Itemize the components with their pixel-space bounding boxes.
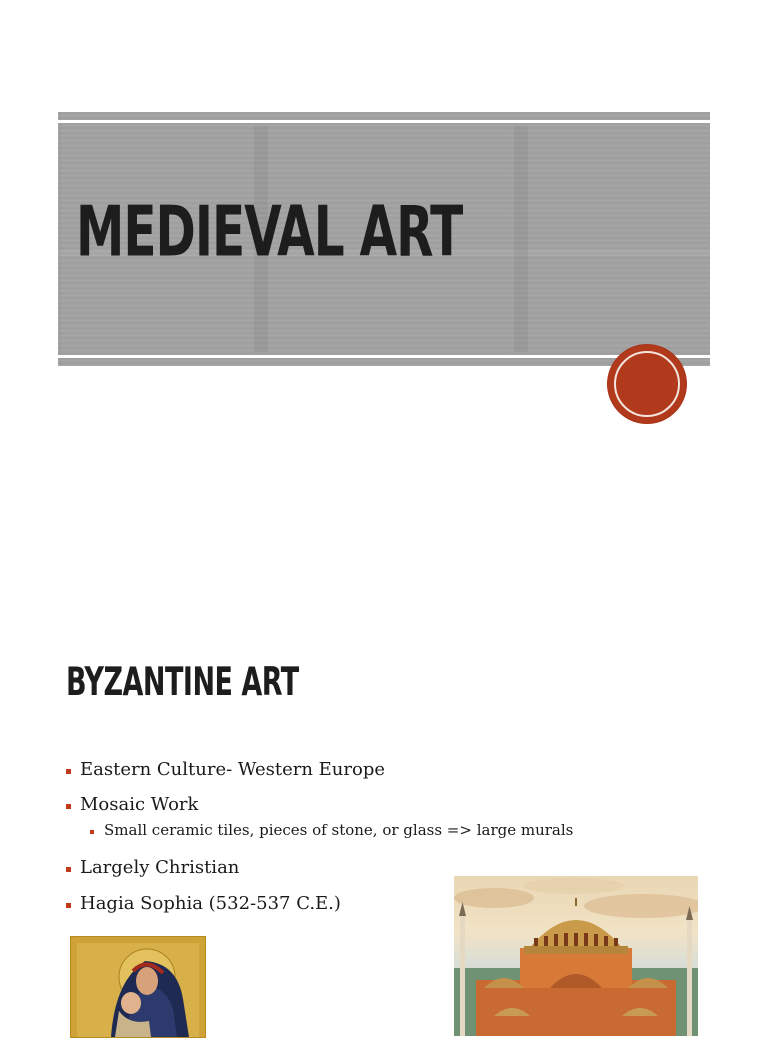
bullet-text: Mosaic Work [80, 794, 199, 815]
slide-title: MEDIEVAL ART [76, 191, 463, 273]
section-title: BYZANTINE ART [66, 660, 299, 706]
bullet-marker-icon [66, 804, 71, 809]
bullet-marker-icon [66, 867, 71, 872]
bullet-marker-icon [66, 769, 71, 774]
sub-bullet-marker-icon [90, 830, 94, 834]
bullet-text: Eastern Culture- Western Europe [80, 759, 385, 780]
hagia-sophia-illustration [454, 876, 698, 1036]
madonna-and-child-icon [71, 937, 205, 1037]
bullet-text: Hagia Sophia (532-537 C.E.) [80, 893, 341, 914]
madonna-and-child-icon-image [70, 936, 206, 1038]
hagia-sophia-image [454, 876, 698, 1036]
content-slide [0, 560, 768, 1024]
bullet-text: Largely Christian [80, 857, 240, 878]
bullet-marker-icon [66, 903, 71, 908]
red-circle-ornament [608, 345, 686, 423]
banner-seam [514, 126, 528, 352]
sub-bullet-text: Small ceramic tiles, pieces of stone, or glass => large murals [104, 821, 574, 839]
banner-bottom-rule [58, 355, 710, 358]
banner-top-rule [58, 120, 710, 123]
